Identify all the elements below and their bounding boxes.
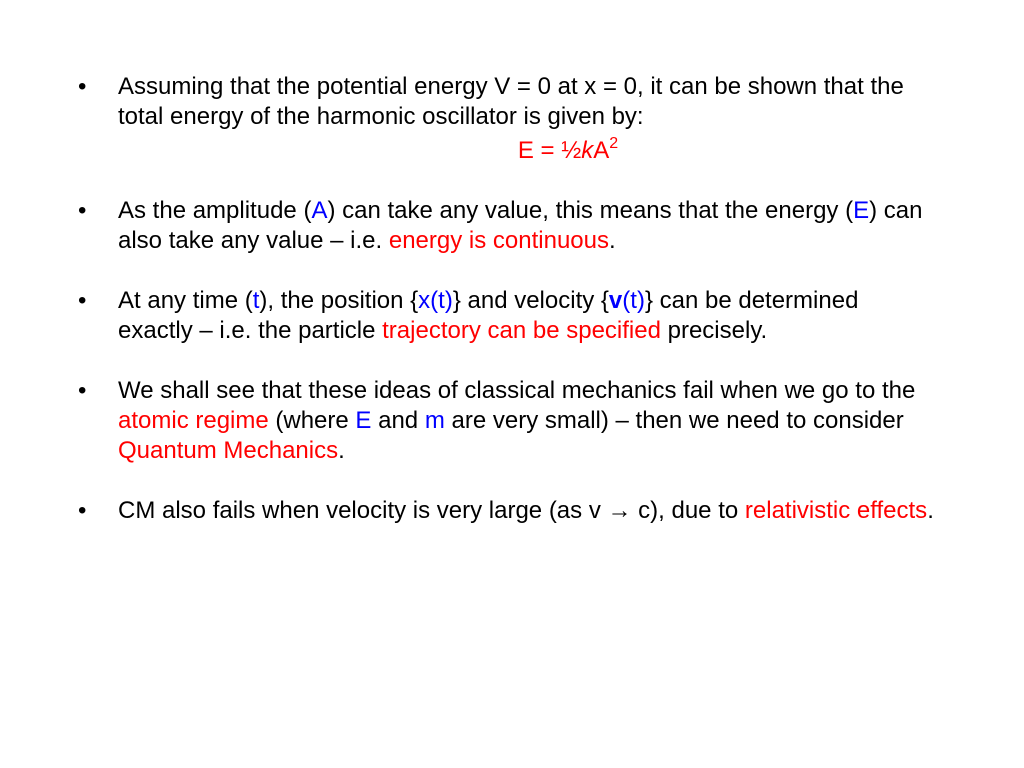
bullet-point-icon: • <box>78 497 87 524</box>
symbol-position: x(t) <box>418 287 453 314</box>
formula-lhs: E = ½ <box>517 137 582 164</box>
text-segment: CM also fails when velocity is very large (as v → c), due to <box>118 497 745 524</box>
text-segment: ), the position { <box>259 287 419 314</box>
text-segment: precisely. <box>660 317 768 344</box>
symbol-mass: m <box>424 407 445 434</box>
text-segment: } can be determined exactly – i.e. the particle <box>118 287 859 344</box>
bullet-point-icon: • <box>78 197 87 224</box>
symbol-energy: E <box>355 407 372 434</box>
text-segment: At any time ( <box>118 287 253 314</box>
highlight-relativistic-effects: relativistic effects <box>744 497 928 524</box>
bullet-point-icon: • <box>78 287 87 314</box>
bullet-item-amplitude <box>78 196 938 256</box>
highlight-trajectory: trajectory can be specified <box>382 317 661 344</box>
text-segment: ) can take any value, this means that the energy ( <box>327 197 854 224</box>
text-segment: (where <box>268 407 356 434</box>
formula-a: A <box>593 137 610 164</box>
symbol-energy: E <box>853 197 870 224</box>
bullet-text: Assuming that the potential energy V = 0 at x = 0, it can be shown that the total energy of the harmonic oscillator is given by: <box>118 73 904 130</box>
highlight-quantum-mechanics: Quantum Mechanics <box>118 437 339 464</box>
bullet-point-icon: • <box>78 73 87 100</box>
text-segment: and <box>371 407 425 434</box>
text-segment: . <box>608 227 616 254</box>
text-segment: We shall see that these ideas of classical mechanics fail when we go to the <box>118 377 916 404</box>
bullet-item-classical-fails <box>78 376 938 466</box>
highlight-energy-continuous: energy is continuous <box>388 227 609 254</box>
text-segment: . <box>927 497 934 524</box>
symbol-amplitude: A <box>311 197 328 224</box>
bullet-point-icon: • <box>78 377 87 404</box>
formula-k: k <box>581 137 594 164</box>
symbol-velocity-arg: (t) <box>622 287 645 314</box>
bullet-item-relativistic <box>78 496 938 526</box>
text-segment: As the amplitude ( <box>118 197 312 224</box>
symbol-time: t <box>252 287 260 314</box>
energy-formula <box>78 136 1018 166</box>
bullet-list <box>78 72 938 526</box>
bullet-item-total-energy <box>78 72 938 166</box>
text-segment: are very small) – then we need to consider <box>444 407 904 434</box>
text-segment: . <box>338 437 345 464</box>
text-segment: ) can also take any value – i.e. <box>118 197 923 254</box>
symbol-velocity: v <box>608 287 623 314</box>
text-segment: } and velocity { <box>452 287 609 314</box>
highlight-atomic-regime: atomic regime <box>118 407 269 434</box>
bullet-item-trajectory <box>78 286 938 346</box>
formula-exponent: 2 <box>609 135 619 152</box>
